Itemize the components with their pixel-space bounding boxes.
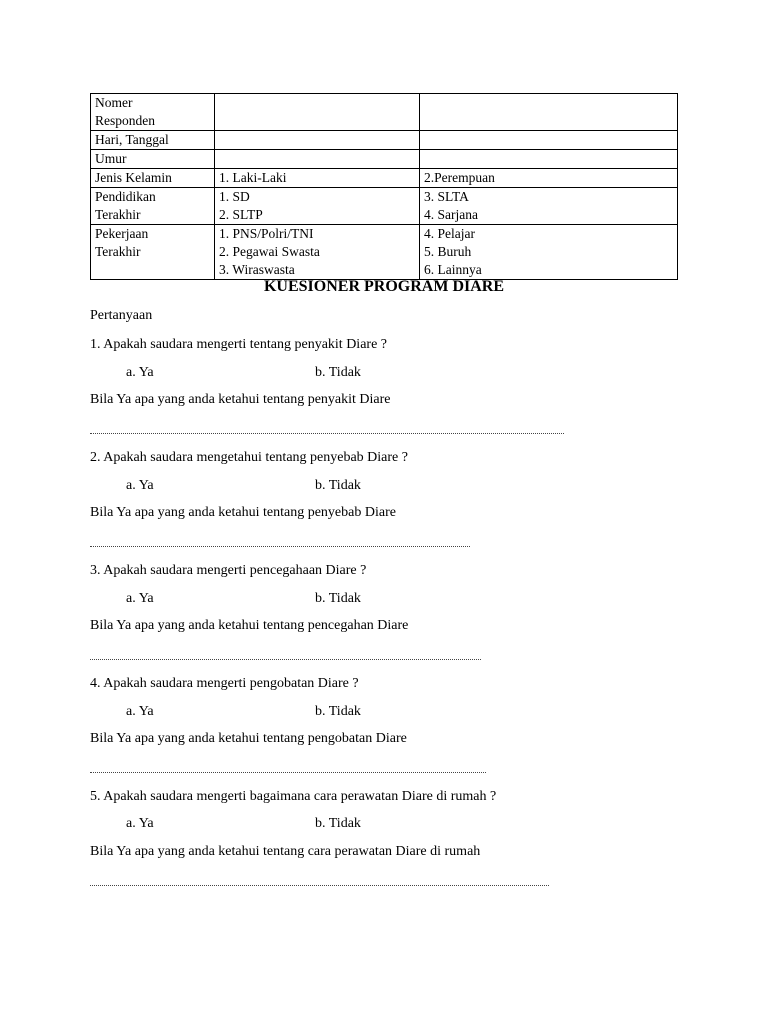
question-5-answer-line	[90, 884, 549, 886]
question-2-option-a: a. Ya	[126, 478, 154, 493]
row-label	[91, 225, 215, 280]
option-cell	[215, 169, 420, 188]
question-5-option-b: b. Tidak	[315, 816, 361, 831]
question-2: 2. Apakah saudara mengetahui tentang penyebab Diare ?	[90, 450, 408, 465]
row-label-text: Pendidikan	[95, 189, 156, 204]
question-3-option-b: b. Tidak	[315, 591, 361, 606]
row-label	[91, 150, 215, 169]
row-label-text: Umur	[95, 151, 127, 166]
row-label-text: Nomer	[95, 95, 133, 110]
question-4-option-b: b. Tidak	[315, 704, 361, 719]
respondent-table	[90, 93, 678, 280]
option-cell-text: 1. SD	[219, 189, 250, 204]
row-label-text: Jenis Kelamin	[95, 170, 172, 185]
row-label	[91, 169, 215, 188]
row-label-text: Terakhir	[95, 244, 141, 259]
option-cell	[420, 169, 678, 188]
question-3-answer-line	[90, 658, 481, 660]
question-1-followup: Bila Ya apa yang anda ketahui tentang penyakit Diare	[90, 392, 391, 407]
question-3: 3. Apakah saudara mengerti pencegahaan Diare ?	[90, 563, 367, 578]
option-cell	[215, 131, 420, 150]
row-label-text: Responden	[95, 113, 155, 128]
question-1-answer-line	[90, 432, 564, 434]
page-title: KUESIONER PROGRAM DIARE	[263, 278, 504, 295]
option-cell-text: 2. SLTP	[219, 207, 263, 222]
option-cell-text: 3. Wiraswasta	[219, 262, 295, 277]
question-5-option-a: a. Ya	[126, 816, 154, 831]
section-label: Pertanyaan	[90, 308, 153, 323]
option-cell-text: 3. SLTA	[424, 189, 469, 204]
option-cell-text: 1. Laki-Laki	[219, 170, 287, 185]
option-cell-text: 6. Lainnya	[424, 262, 482, 277]
row-label	[91, 131, 215, 150]
option-cell	[215, 188, 420, 225]
question-2-option-b: b. Tidak	[315, 478, 361, 493]
question-3-followup: Bila Ya apa yang anda ketahui tentang pencegahan Diare	[90, 618, 409, 633]
row-label-text: Terakhir	[95, 207, 141, 222]
option-cell-text: 2. Pegawai Swasta	[219, 244, 320, 259]
question-2-answer-line	[90, 545, 470, 547]
option-cell-text: 4. Pelajar	[424, 226, 475, 241]
question-1-option-a: a. Ya	[126, 365, 154, 380]
question-3-option-a: a. Ya	[126, 591, 154, 606]
option-cell	[420, 188, 678, 225]
question-4-answer-line	[90, 771, 486, 773]
question-1: 1. Apakah saudara mengerti tentang penyakit Diare ?	[90, 337, 387, 352]
question-4-followup: Bila Ya apa yang anda ketahui tentang pengobatan Diare	[90, 731, 407, 746]
table-row	[91, 225, 678, 280]
option-cell	[215, 94, 420, 131]
option-cell	[420, 131, 678, 150]
row-label	[91, 188, 215, 225]
table-row	[91, 94, 678, 131]
question-2-followup: Bila Ya apa yang anda ketahui tentang penyebab Diare	[90, 505, 396, 520]
option-cell-text: 5. Buruh	[424, 244, 472, 259]
option-cell-text: 4. Sarjana	[424, 207, 478, 222]
option-cell	[420, 94, 678, 131]
question-4-option-a: a. Ya	[126, 704, 154, 719]
row-label	[91, 94, 215, 131]
option-cell	[420, 225, 678, 280]
question-5: 5. Apakah saudara mengerti bagaimana cara perawatan Diare di rumah ?	[90, 789, 497, 804]
option-cell	[420, 150, 678, 169]
question-1-option-b: b. Tidak	[315, 365, 361, 380]
table-row	[91, 169, 678, 188]
question-5-followup: Bila Ya apa yang anda ketahui tentang cara perawatan Diare di rumah	[90, 844, 481, 859]
row-label-text: Pekerjaan	[95, 226, 149, 241]
row-label-text: Hari, Tanggal	[95, 132, 169, 147]
question-4: 4. Apakah saudara mengerti pengobatan Diare ?	[90, 676, 359, 691]
option-cell-text: 1. PNS/Polri/TNI	[219, 226, 314, 241]
option-cell-text: 2.Perempuan	[424, 170, 495, 185]
table-row	[91, 150, 678, 169]
table-row	[91, 188, 678, 225]
option-cell	[215, 150, 420, 169]
table-row	[91, 131, 678, 150]
option-cell	[215, 225, 420, 280]
